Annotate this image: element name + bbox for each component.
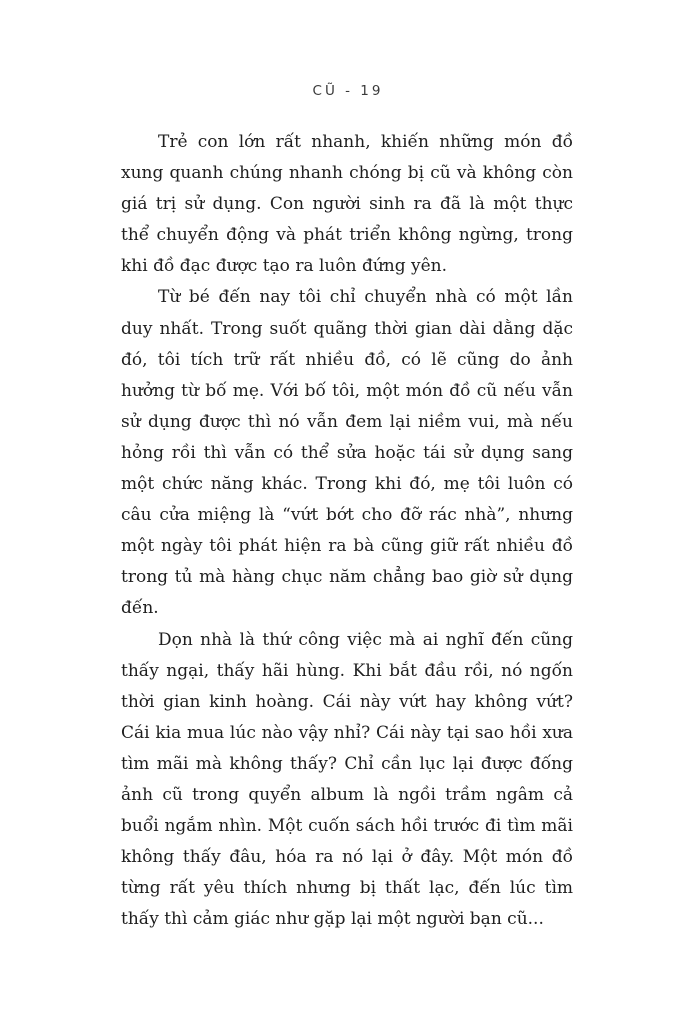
paragraph-2: Từ bé đến nay tôi chỉ chuyển nhà có một lần duy nhất. Trong suốt quãng thời gian dài dằng dặc đó, tôi tích trữ rất nhiều đồ, có lẽ cũng do ảnh hưởng từ bố mẹ. Với bố tôi, một món đồ cũ nếu vẫn sử dụng được thì nó vẫn đem lại niềm vui, mà nếu hỏng rồi thì vẫn có thể sửa hoặc tái sử dụng sang một chức năng khác. Trong khi đó, mẹ tôi luôn có câu cửa miệng là “vứt bớt cho đỡ rác nhà”, nhưng một ngày tôi phát hiện ra bà cũng giữ rất nhiều đồ trong tủ mà hàng chục năm chẳng bao giờ sử dụng đến. <box>121 287 573 619</box>
paragraph-3: Dọn nhà là thứ công việc mà ai nghĩ đến cũng thấy ngại, thấy hãi hùng. Khi bắt đầu rồi, nó ngốn thời gian kinh hoàng. Cái này vứt hay không vứt? Cái kia mua lúc nào vậy nhỉ? Cái này tại sao hồi xưa tìm mãi mà không thấy? Chỉ cần lục lại được đống ảnh cũ trong quyển album là ngồi trầm ngâm cả buổi ngắm nhìn. Một cuốn sách hồi trước đi tìm mãi không thấy đâu, hóa ra nó lại ở đây. Một món đồ từng rất yêu thích nhưng bị thất lạc, đến lúc tìm thấy thì cảm giác như gặp lại một người bạn cũ... <box>121 629 573 930</box>
paragraph-1: Trẻ con lớn rất nhanh, khiến những món đồ xung quanh chúng nhanh chóng bị cũ và không còn giá trị sử dụng. Con người sinh ra đã là một thực thể chuyển động và phát triển không ngừng, trong khi đồ đạc được tạo ra luôn đứng yên. <box>121 132 573 277</box>
running-header: CŨ - 19 <box>312 83 384 99</box>
body-text <box>121 127 573 935</box>
